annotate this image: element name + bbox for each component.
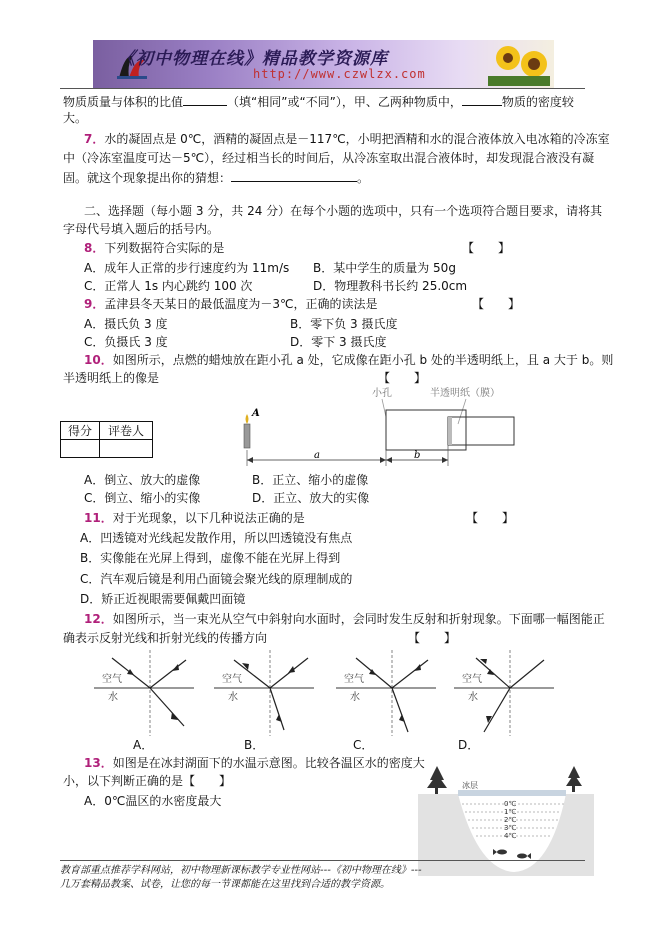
q11-answer-bracket: 【 】	[466, 511, 515, 525]
q6-line1: 物质质量与体积的比值 （填“相同”或“不同”），甲、乙两种物质中， 物质的密度较	[63, 95, 574, 109]
q12-figure-b	[214, 650, 314, 736]
score-table	[60, 421, 153, 458]
temp-label-0: 0℃	[504, 800, 517, 808]
banner-url: http://www.czwlzx.com	[253, 67, 426, 81]
q11-option-b: B．实像能在光屏上得到，虚像不能在光屏上得到	[80, 551, 341, 565]
header-divider	[60, 88, 585, 89]
score-header: 得分	[61, 422, 100, 440]
q7-line2: 中（冷冻室温度可达－5℃），经过相当长的时间后，从冷冻室取出混合液体时，却发现混合液没有凝	[63, 151, 595, 165]
q8-option-c: C．正常人 1s 内心跳约 100 次	[84, 279, 253, 293]
svg-text:空气: 空气	[222, 674, 242, 685]
candle-label: A	[252, 408, 260, 419]
q8-option-d: D．物理教科书长约 25.0cm	[313, 279, 468, 293]
q12-line1: 12．如图所示，当一束光从空气中斜射向水面时，会同时发生反射和折射现象。下面哪一幅图能正	[84, 612, 605, 626]
q10-answer-bracket: 【 】	[378, 371, 427, 385]
temp-label-4: 4℃	[504, 832, 517, 840]
q12-label-c: C．	[353, 738, 374, 752]
q8-answer-bracket: 【 】	[462, 241, 511, 255]
grader-cell	[100, 440, 153, 458]
q10-option-d: D．正立、放大的实像	[252, 491, 370, 505]
svg-text:水: 水	[350, 692, 360, 703]
q12-label-d: D．	[458, 738, 480, 752]
q6-line2: 大。	[63, 111, 88, 125]
score-cell	[61, 440, 100, 458]
frozen-lake-figure	[418, 760, 594, 876]
q8-stem: 8．下列数据符合实际的是	[84, 241, 225, 255]
q13-line1: 13．如图是在冰封湖面下的水温示意图。比较各温区水的密度大	[84, 756, 425, 770]
svg-text:水: 水	[228, 692, 238, 703]
distance-b-label: b	[414, 450, 421, 461]
screen-label: 半透明纸（膜）	[430, 388, 500, 399]
temp-label-3: 3℃	[504, 824, 517, 832]
svg-text:水: 水	[108, 692, 118, 703]
q11-option-c: C．汽车观后镜是利用凸面镜会聚光线的原理制成的	[80, 572, 353, 586]
q12-answer-bracket: 【 】	[408, 631, 457, 645]
temp-label-1: 1℃	[504, 808, 517, 816]
q8-option-b: B．某中学生的质量为 50g	[313, 261, 456, 275]
q9-stem: 9．孟津县冬天某日的最低温度为－3℃，正确的读法是	[84, 297, 378, 311]
distance-a-label: a	[314, 450, 320, 461]
ice-label: 冰层	[462, 781, 478, 790]
q9-option-a: A．摄氏负 3 度	[84, 317, 168, 331]
sunflower-image	[488, 42, 550, 86]
q13-line2: 小，以下判断正确的是【 】	[63, 774, 232, 788]
q11-option-d: D．矫正近视眼需要佩戴凹面镜	[80, 592, 246, 606]
section2-line1: 二、选择题（每小题 3 分，共 24 分）在每个小题的选项中，只有一个选项符合题目要求，请将其	[84, 204, 603, 218]
svg-text:水: 水	[468, 692, 478, 703]
q7-line3: 固。就这个现象提出你的猜想： 。	[63, 171, 370, 185]
q12-figure-d	[454, 650, 554, 736]
banner-title: 《初中物理在线》精品教学资源库	[118, 49, 388, 69]
q12-line2: 确表示反射光线和折射光线的传播方向	[63, 631, 268, 645]
q7-line1: 7．水的凝固点是 0℃，酒精的凝固点是－117℃，小明把酒精和水的混合液体放入电冰箱的冷冻室	[84, 132, 610, 146]
svg-text:空气: 空气	[462, 674, 482, 685]
q12-label-b: B．	[244, 738, 265, 752]
q11-stem: 11．对于光现象，以下几种说法正确的是	[84, 511, 305, 525]
grader-header: 评卷人	[100, 422, 153, 440]
pinhole-label: 小孔	[372, 388, 392, 399]
q12-label-a: A．	[133, 738, 154, 752]
q10-option-b: B．正立、缩小的虚像	[252, 473, 369, 487]
q9-option-c: C．负摄氏 3 度	[84, 335, 168, 349]
footer-divider	[60, 860, 585, 861]
q9-answer-bracket: 【 】	[472, 297, 521, 311]
temp-label-2: 2℃	[504, 816, 517, 824]
pinhole-camera-figure	[230, 384, 530, 470]
q12-figure-a	[94, 650, 194, 736]
q10-line1: 10．如图所示，点燃的蜡烛放在距小孔 a 处，它成像在距小孔 b 处的半透明纸上，且 a 大于 b。则	[84, 353, 614, 367]
q9-option-d: D．零下 3 摄氏度	[290, 335, 387, 349]
q8-option-a: A．成年人正常的步行速度约为 11m/s	[84, 261, 290, 275]
q13-option-a: A．0℃温区的水密度最大	[84, 794, 222, 808]
q12-figure-c	[336, 650, 436, 736]
q10-option-a: A．倒立、放大的虚像	[84, 473, 201, 487]
svg-text:空气: 空气	[344, 674, 364, 685]
q10-line2: 半透明纸上的像是	[63, 371, 160, 385]
footer-line1: 教育部重点推荐学科网站，初中物理新课标教学专业性网站---《初中物理在线》---	[60, 865, 422, 876]
svg-text:空气: 空气	[102, 674, 122, 685]
section2-line2: 字母代号填入题后的括号内。	[63, 222, 220, 236]
q9-option-b: B．零下负 3 摄氏度	[290, 317, 398, 331]
q10-option-c: C．倒立、缩小的实像	[84, 491, 201, 505]
footer-line2: 几万套精品教案、试卷，让您的每一节课都能在这里找到合适的教学资源。	[60, 879, 390, 890]
q11-option-a: A．凹透镜对光线起发散作用，所以凹透镜没有焦点	[80, 531, 353, 545]
